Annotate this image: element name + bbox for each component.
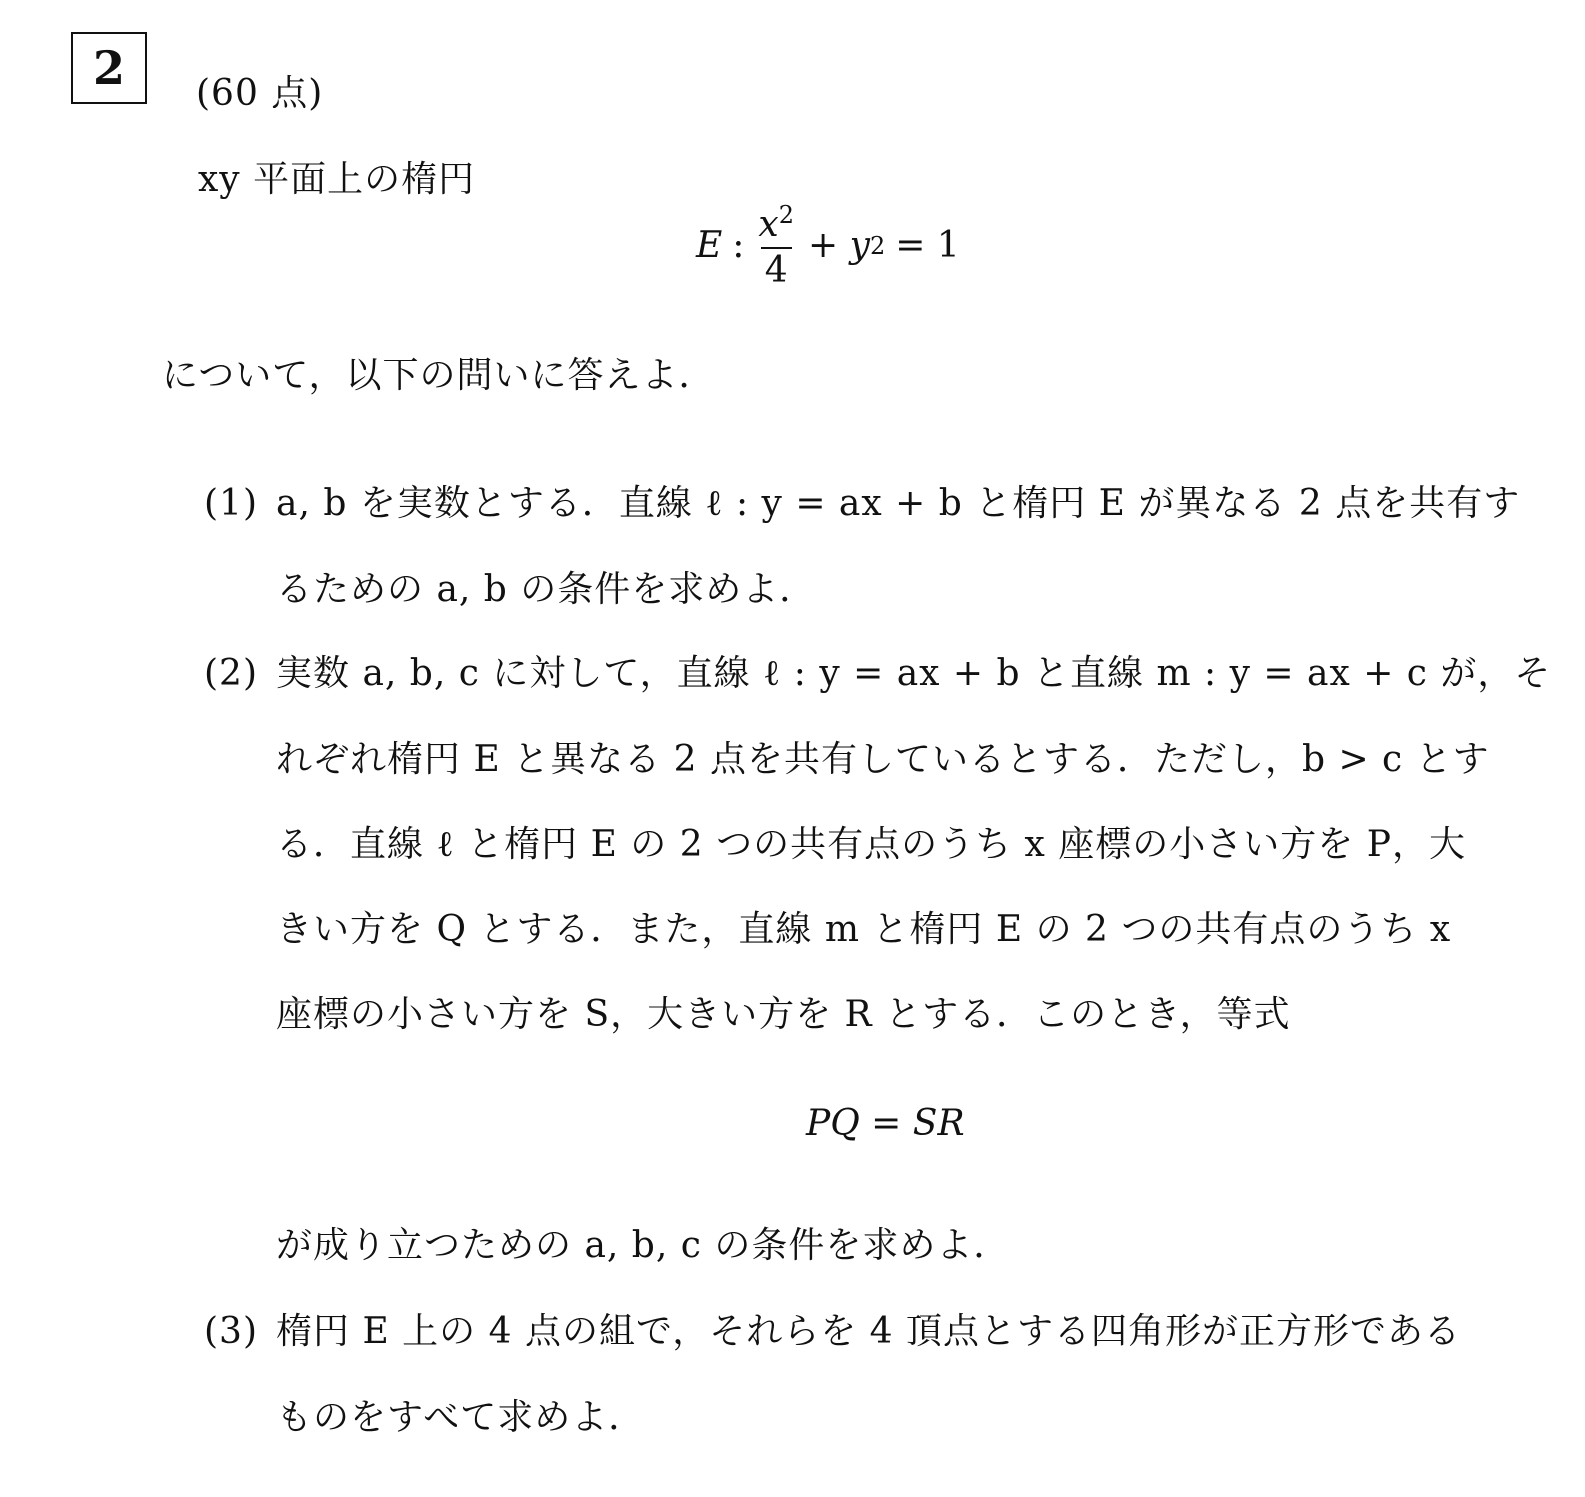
question-2-line-3: る．直線 ℓ と楕円 E の 2 つの共有点のうち x 座標の小さい方を P，大 <box>276 824 1466 865</box>
ellipse-colon: : <box>732 225 745 266</box>
question-2-line-4: きい方を Q とする．また，直線 m と楕円 E の 2 つの共有点のうち x <box>276 909 1452 950</box>
question-2-line-5: 座標の小さい方を S，大きい方を R とする．このとき，等式 <box>276 994 1291 1035</box>
question-2-line-2: れぞれ楕円 E と異なる 2 点を共有しているとする．ただし，b > c とす <box>276 739 1490 780</box>
question-2-line-1: 実数 a, b, c に対して，直線 ℓ : y = ax + b と直線 m : y = ax + c が，そ <box>276 653 1552 694</box>
question-1-line-1: a, b を実数とする．直線 ℓ : y = ax + b と楕円 E が異なる 2 点を共有す <box>276 483 1521 524</box>
ellipse-rhs: = 1 <box>895 225 960 266</box>
problem-intro-line-1: xy 平面上の楕円 <box>198 159 476 200</box>
fraction-numerator: x <box>758 204 779 245</box>
question-1-label: (1) <box>204 483 258 524</box>
problem-number: 2 <box>92 41 125 95</box>
fraction-numerator-exponent: 2 <box>778 201 795 229</box>
ellipse-name: E <box>696 225 723 266</box>
ellipse-y-exponent: 2 <box>869 232 886 260</box>
question-2-label: (2) <box>204 653 258 694</box>
question-2-display-equation: PQ = SR <box>806 1103 965 1144</box>
question-2-after-line-1: が成り立つための a, b, c の条件を求めよ． <box>276 1225 1011 1266</box>
ellipse-equation <box>696 203 960 289</box>
fraction-denominator: 4 <box>761 247 792 289</box>
ellipse-y-term: + y <box>808 225 870 266</box>
problem-intro-line-2: について，以下の問いに答えよ． <box>162 355 716 396</box>
question-1-line-2: るための a, b の条件を求めよ． <box>276 569 817 610</box>
problem-points: (60 点) <box>196 73 324 114</box>
question-3-line-2: ものをすべて求めよ． <box>276 1397 646 1438</box>
question-3-line-1: 楕円 E 上の 4 点の組で，それらを 4 頂点とする四角形が正方形である <box>276 1311 1462 1352</box>
question-3-label: (3) <box>204 1311 258 1352</box>
ellipse-fraction <box>754 203 798 289</box>
problem-number-box <box>71 32 147 104</box>
